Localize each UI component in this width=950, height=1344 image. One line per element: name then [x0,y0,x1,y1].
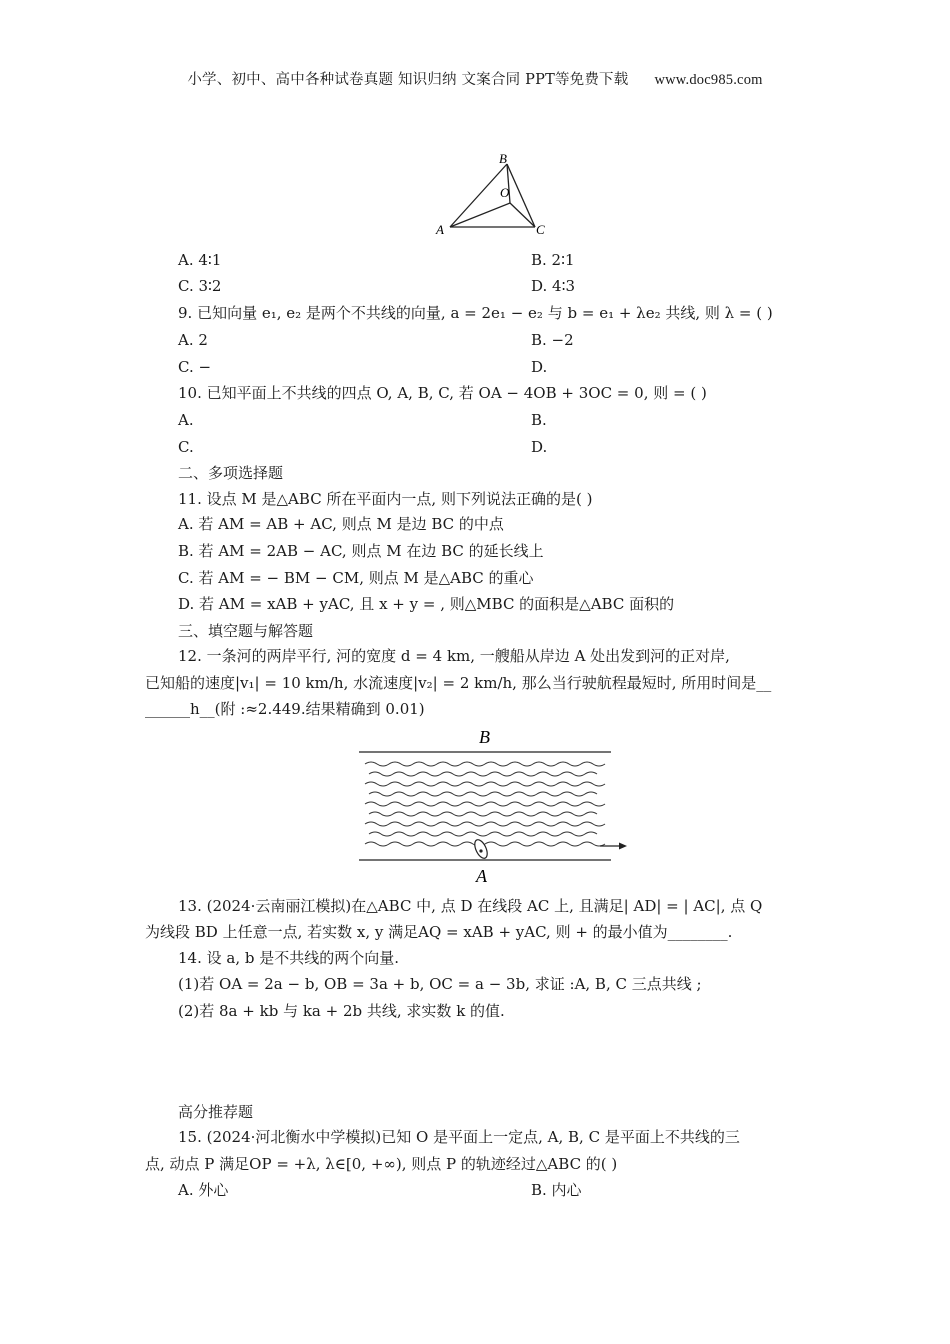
q11-option-a: A. 若 AM = AB + AC, 则点 M 是边 BC 的中点 [178,515,504,533]
q9-option-a: A. 2 [178,331,208,349]
q13-line2: 为线段 BD 上任意一点, 若实数 x, y 满足AQ = xAB + yAC, 则 + 的最小值为________. [145,923,733,941]
q11-option-d: D. 若 AM = xAB + yAC, 且 x + y = , 则△MBC 的面积是△ABC 面积的 [178,595,675,613]
q10-stem: 10. 已知平面上不共线的四点 O, A, B, C, 若 OA − 4OB + 3OC = 0, 则 = ( ) [178,384,707,402]
q12-line2: 已知船的速度|v₁| = 10 km/h, 水流速度|v₂| = 2 km/h, 那么当行驶航程最短时, 所用时间是__ [145,674,772,692]
label-c: C [536,222,545,237]
boat-icon [472,838,490,860]
section-fill-and-solve: 三、填空题与解答题 [178,622,314,640]
section-multiple-choice: 二、多项选择题 [178,464,284,482]
q9-option-c: C. − [178,358,212,376]
q15-line1: 15. (2024·河北衡水中学模拟)已知 O 是平面上一定点, A, B, C 是平面上不共线的三 [178,1128,740,1146]
q9-option-d: D. [531,358,548,376]
label-b: B [499,151,507,166]
q8-option-c: C. 3∶2 [178,277,222,295]
q11-stem: 11. 设点 M 是△ABC 所在平面内一点, 则下列说法正确的是( ) [178,490,593,508]
river-figure [355,722,640,887]
q9-stem: 9. 已知向量 e₁, e₂ 是两个不共线的向量, a = 2e₁ − e₂ 与 b = e₁ + λe₂ 共线, 则 λ = ( ) [178,304,773,322]
river-label-b: B [479,727,490,747]
q10-option-d: D. [531,438,548,456]
q15-option-b: B. 内心 [531,1181,582,1199]
q12-line3: ______h__(附 :≈2.449.结果精确到 0.01) [145,700,425,718]
triangle-figure [430,150,555,238]
header-site: www.doc985.com [654,72,763,88]
q15-option-a: A. 外心 [178,1181,229,1199]
q10-option-a: A. [178,411,194,429]
label-o: O [500,185,510,200]
q8-option-b: B. 2∶1 [531,251,575,269]
q11-option-c: C. 若 AM = − BM − CM, 则点 M 是△ABC 的重心 [178,569,534,587]
q14-part2: (2)若 8a + kb 与 ka + 2b 共线, 求实数 k 的值. [178,1002,505,1020]
q9-option-b: B. −2 [531,331,574,349]
header-text: 小学、初中、高中各种试卷真题 知识归纳 文案合同 PPT等免费下载 [187,72,629,88]
q8-option-d: D. 4∶3 [531,277,576,295]
q14-part1: (1)若 OA = 2a − b, OB = 3a + b, OC = a − 3b, 求证 :A, B, C 三点共线 ; [178,975,702,993]
q8-option-a: A. 4∶1 [178,251,222,269]
q13-line1: 13. (2024·云南丽江模拟)在△ABC 中, 点 D 在线段 AC 上, 且满足| AD| = | AC|, 点 Q [178,897,763,915]
q14-stem: 14. 设 a, b 是不共线的两个向量. [178,949,400,967]
q10-option-b: B. [531,411,547,429]
page-header [0,68,950,89]
label-a: A [436,222,444,237]
q11-option-b: B. 若 AM = 2AB − AC, 则点 M 在边 BC 的延长线上 [178,542,544,560]
q15-line2: 点, 动点 P 满足OP = +λ, λ∈[0, +∞), 则点 P 的轨迹经过△ABC 的( ) [145,1155,618,1173]
recommend-heading: 高分推荐题 [178,1103,254,1121]
q12-line1: 12. 一条河的两岸平行, 河的宽度 d = 4 km, 一艘船从岸边 A 处出发到河的正对岸, [178,647,730,665]
q10-option-c: C. [178,438,194,456]
river-label-a: A [476,866,487,886]
